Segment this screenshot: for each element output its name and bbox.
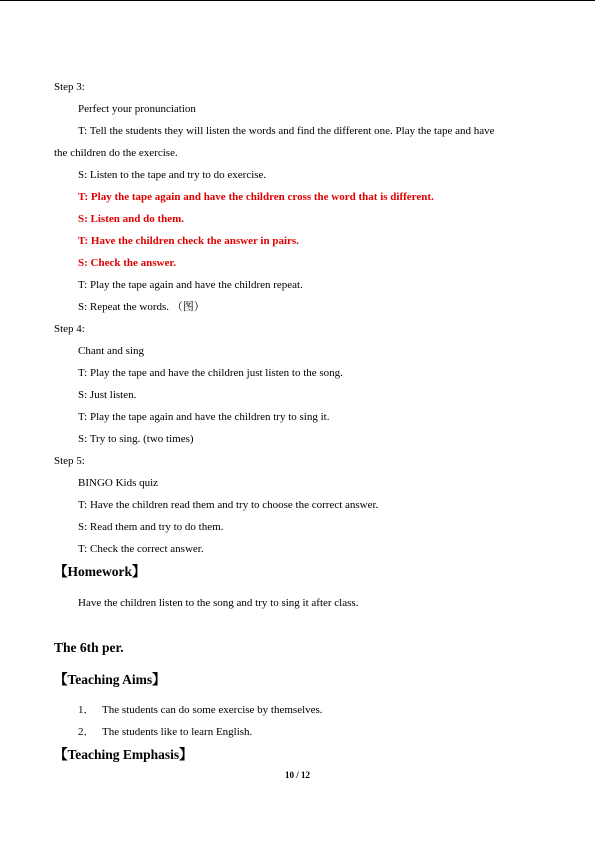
aim-item — [78, 725, 252, 739]
step3-line: S: Listen to the tape and try to do exercise. — [78, 169, 267, 181]
page-number: 10 / 12 — [284, 770, 310, 780]
homework-text: Have the children listen to the song and try to sing it after class. — [78, 597, 359, 609]
teaching-emphasis-heading: 【Teaching Emphasis】 — [54, 747, 193, 762]
step4-line: T: Play the tape again and have the children try to sing it. — [78, 411, 330, 423]
aim-number: 2． — [78, 726, 95, 738]
step5-label: Step 5: — [54, 455, 85, 467]
step4-line: S: Just listen. — [78, 389, 137, 401]
step4-line: T: Play the tape and have the children just listen to the song. — [78, 367, 343, 379]
step5-line: T: Check the correct answer. — [78, 543, 204, 555]
step3-line-highlighted: T: Have the children check the answer in pairs. — [78, 235, 299, 247]
step3-line: T: Tell the students they will listen the words and find the different one. Play the tape and have — [78, 125, 495, 137]
step5-line: T: Have the children read them and try to choose the correct answer. — [78, 499, 379, 511]
teaching-aims-heading: 【Teaching Aims】 — [54, 672, 166, 687]
step3-line-highlighted: S: Listen and do them. — [78, 213, 185, 225]
step3-line: T: Play the tape again and have the children repeat. — [78, 279, 303, 291]
step5-line: BINGO Kids quiz — [78, 477, 159, 489]
aim-number: 1． — [78, 704, 95, 716]
step4-line: S: Try to sing. (two times) — [78, 433, 194, 445]
aim-text: The students like to learn English. — [102, 726, 253, 738]
aim-text: The students can do some exercise by themselves. — [102, 704, 323, 716]
step4-line: Chant and sing — [78, 345, 144, 357]
step3-line-highlighted: T: Play the tape again and have the children cross the word that is different. — [78, 191, 434, 203]
step4-label: Step 4: — [54, 323, 85, 335]
step3-line: S: Repeat the words. （图） — [78, 301, 205, 313]
step3-label: Step 3: — [54, 81, 85, 93]
aim-item — [78, 703, 323, 717]
step5-line: S: Read them and try to do them. — [78, 521, 224, 533]
period-title: The 6th per. — [54, 640, 124, 655]
homework-heading: 【Homework】 — [54, 564, 146, 579]
step3-line: the children do the exercise. — [54, 147, 178, 159]
step3-line-highlighted: S: Check the answer. — [78, 257, 176, 269]
step3-line: Perfect your pronunciation — [78, 103, 196, 115]
page-top-border — [0, 0, 595, 1]
